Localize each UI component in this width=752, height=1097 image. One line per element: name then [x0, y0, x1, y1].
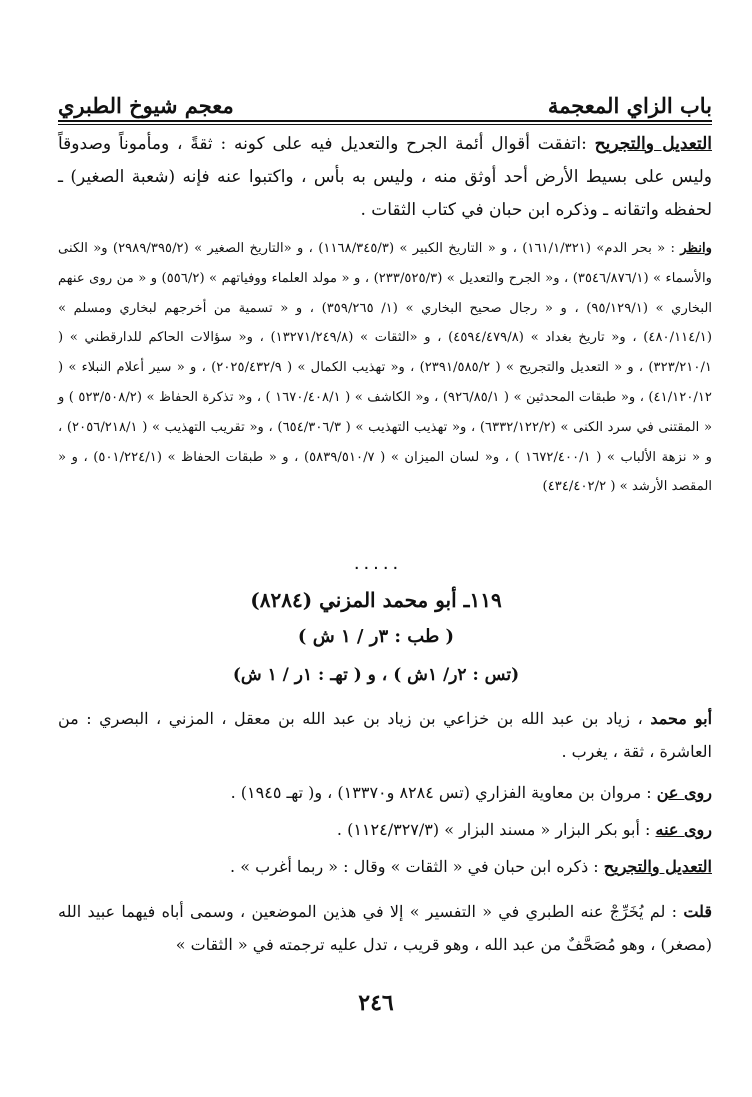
book-title: معجم شيوخ الطبري [58, 93, 234, 118]
note-text: : لم يُخَرِّجْ عنه الطبري في « التفسير » إلا في هذين الموضعين ، وسمى أباه فيهما عبيد الله (مصغر) ، وهو مُصَحَّفٌ من عبد الله ، وهو قريب ، تدل عليه ترجمته في « الثقات » [58, 902, 712, 954]
narrated-by-text: : أبو بكر البزار « مسند البزار » (١١٢٤/٣٢٧/٣) . [336, 820, 656, 839]
narrated-from-label: روى عن [656, 783, 712, 802]
entry-code-primary: ( طب : ٣ر / ١ ش ) [297, 626, 455, 647]
note-label: قلت [683, 902, 712, 921]
note-paragraph [58, 895, 712, 961]
narrated-by-label: روى عنه [655, 820, 712, 839]
entry-name-paragraph [58, 702, 712, 768]
running-header [58, 78, 712, 118]
narrated-from-line [58, 783, 712, 802]
header-rule-thin [58, 124, 712, 125]
sources-label: وانظر [680, 241, 713, 256]
entry-title: ١١٩ـ أبو محمد المزني (٨٢٨٤) [250, 588, 502, 612]
name-label: أبو محمد [650, 709, 713, 728]
sources-paragraph [58, 234, 712, 502]
assessment-paragraph [58, 128, 712, 227]
section-separator: ٠٠٠٠٠ [351, 557, 401, 578]
narrated-by-line [58, 820, 712, 839]
assessment-text: :اتفقت أقوال أئمة الجرح والتعديل فيه على كونه : ثقةً ، ومأموناً وصدوقاً وليس على بسيط الأرض أحد أوثق منه ، وليس به بأس ، واكتبوا عنه فإنه (شعبة الصغير) ـ لحفظه واتقانه ـ وذكره ابن حبان في كتاب الثقات . [58, 134, 712, 220]
chapter-title: باب الزاي المعجمة [547, 93, 712, 118]
entry-assessment-line [58, 857, 712, 876]
entry-assessment-text: : ذكره ابن حبان في « الثقات » وقال : « ربما أغرب » . [230, 857, 604, 876]
entry-code-secondary: (تس : ٢ر/ ١ش ) ، و ( تهـ : ١ر / ١ ش) [232, 665, 520, 685]
assessment-label: التعديل والتجريح [594, 134, 713, 154]
page-number: ٢٤٦ [358, 990, 394, 1016]
entry-assessment-label: التعديل والتجريح [603, 857, 712, 876]
narrated-from-text: : مروان بن معاوية الفزاري (تس ٨٢٨٤ و١٣٣٧٠) ، و( تهـ ١٩٤٥) . [230, 783, 657, 802]
sources-text: : « بحر الدم» (١٦١/١/٣٢١) ، و « التاريخ الكبير » (١١٦٨/٣٤٥/٣) ، و «التاريخ الصغير » (٢٩٨٩/٣٩٥/٢) و« الكنى والأسماء » (٣٥٤٦/٨٧٦/١) ، و« الجرح والتعديل » (٢٣٣/٥٢٥/٣) ، و « مولد العلماء ووفياتهم » (٥٥٦/٢) و « من روى عنهم البخاري » (٩٥/١٢٩/١) ، و « رجال صحيح البخاري » (١/ ٣٥٩/٢٦٥) ، و « تسمية من أخرجهم لبخاري ومسلم » (٤٨٠/١١٤/١) ، و« تاريخ بغداد » (٤٥٩٤/٤٧٩/٨) ، و «الثقات » (١٣٢٧١/٢٤٩/٨) ، و« سؤالات الحاكم للدارقطني » ( ٣٢٣/٢١٠/١) ، و « التعديل والتجريح » ( ٢٣٩١/٥٨٥/٢) ، و« تهذيب الكمال » ( ٢٠٢٥/٤٣٢/٩) ، و « سير أعلام النبلاء » ( ٤١/١٢٠/١٢) ، و« طبقات المحدثين » ( ٩٢٦/٨٥/١) ، و« الكاشف » ( ١٦٧٠/٤٠٨/١ ) ، و« تذكرة الحفاظ » (٥٢٣/٥٠٨/٢ ) و « المقتنى في سرد الكنى » (٦٣٣٢/١٢٢/٢) ، و« تهذيب التهذيب » ( ٦٥٤/٣٠٦/٣) ، و« تقريب التهذيب » ( ٢٠٥٦/٢١٨/١) ، و « نزهة الألباب » ( ١٦٧٢/٤٠٠/١ ) ، و« لسان الميزان » ( ٥٨٣٩/٥١٠/٧) ، و « طبقات الحفاظ » (٥٠١/٢٢٤/١) ، و « المقصد الأرشد » ( ٤٣٤/٤٠٢/٢) [58, 241, 713, 495]
name-text: ، زياد بن عبد الله بن خزاعي بن زياد بن عبد الله بن معقل ، المزني ، البصري : من العاشرة ، ثقة ، يغرب . [58, 709, 712, 761]
header-rule [58, 120, 712, 122]
